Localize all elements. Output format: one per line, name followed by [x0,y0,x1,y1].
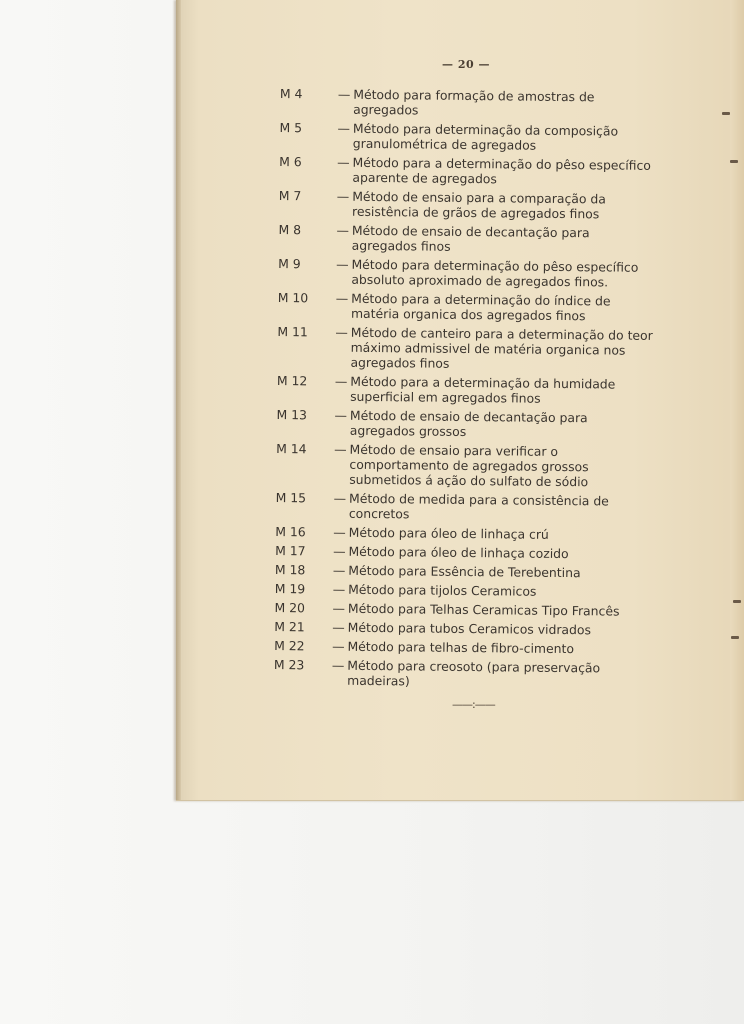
method-title: Método de ensaio de decantação para agregados grossos [349,407,588,439]
method-title: Método para Telhas Ceramicas Tipo Francês [347,600,620,619]
entry-dash: — [332,619,345,635]
method-code: M 11 [277,323,308,340]
entry-dash: — [334,441,347,457]
method-entry [277,324,657,373]
entry-dash: — [331,657,345,673]
method-entry [275,490,655,524]
method-entry [275,524,655,543]
page-right-edge [730,0,744,800]
method-entry [277,373,657,407]
entry-dash: — [332,581,346,597]
entry-dash: — [333,524,346,540]
entry-dash: — [337,120,351,136]
method-entry [274,657,654,691]
method-title: Método de canteiro para a determinação do teor máximo admissivel de matéria organica nos agregados finos [350,324,653,371]
entry-dash: — [335,290,349,306]
method-code: M 21 [274,618,305,635]
entry-dash: — [333,490,347,506]
method-code: M 16 [275,523,306,540]
method-entry [278,222,658,256]
entry-dash: — [332,638,345,654]
entry-dash: — [335,324,348,340]
method-code: M 10 [277,289,309,306]
method-title: Método para a determinação do pêso específico aparente de agregados [352,154,652,187]
method-title: Método para formação de amostras de agregados [353,86,595,118]
method-title: Método de medida para a consistência de concretos [348,490,609,522]
method-entry [274,638,654,657]
entry-dash: — [337,86,351,102]
method-title: Método para a determinação do índice de matéria organica dos agregados finos [350,290,611,324]
method-entry [276,407,656,441]
method-list [274,86,660,695]
method-code: M 17 [275,542,306,559]
page-binding-edge [176,0,181,800]
method-title: Método de ensaio para verificar o comportamento de agregados grossos submetidos á ação do sulfato de sódio [349,441,589,490]
method-code: M 15 [275,489,307,506]
method-code: M 14 [276,440,307,457]
method-entry [275,581,655,600]
page-number: — 20 — [442,58,490,71]
method-title: Método para determinação do pêso específico absoluto aproximado de agregados finos. [351,256,639,290]
entry-dash: — [336,222,349,238]
method-entry [278,256,658,290]
method-entry [275,543,655,562]
method-code: M 4 [279,86,303,102]
entry-dash: — [334,407,348,423]
method-entry [279,188,659,222]
method-code: M 18 [274,561,306,578]
entry-dash: — [336,256,349,272]
entry-dash: — [337,154,350,170]
method-code: M 23 [273,656,305,673]
method-title: Método para tubos Ceramicos vidrados [347,619,592,638]
method-entry [274,619,654,638]
method-title: Método para telhas de fibro-cimento [347,638,575,657]
method-entry [275,562,655,581]
method-title: Método para creosoto (para preservação madeiras) [347,657,601,689]
entry-dash: — [334,373,348,389]
staple-mark-icon [730,160,738,163]
method-code: M 8 [278,221,302,238]
method-code: M 5 [279,119,303,136]
method-title: Método para tijolos Ceramicos [348,581,537,599]
method-code: M 12 [276,372,308,389]
method-code: M 9 [278,255,301,272]
method-entry [279,120,659,154]
method-code: M 6 [279,153,302,170]
method-code: M 7 [278,187,302,204]
method-title: Método para óleo de linhaça cozido [348,543,569,562]
method-code: M 22 [274,637,305,654]
staple-mark-icon [733,600,741,603]
entry-dash: — [332,600,346,616]
method-entry [280,86,660,120]
method-title: Método para determinação da composição granulométrica de agregados [352,120,619,153]
staple-mark-icon [731,636,739,639]
staple-mark-icon [722,112,730,115]
method-code: M 13 [276,406,308,423]
method-code: M 19 [274,580,306,597]
method-entry [278,290,658,324]
method-title: Método de ensaio para a comparação da resistência de grãos de agregados finos [352,188,606,222]
method-entry [274,600,654,619]
method-entry [276,441,656,490]
method-code: M 20 [274,599,306,616]
entry-dash: — [336,188,350,204]
end-separator: ——:—— [452,698,495,711]
entry-dash: — [333,543,346,559]
method-title: Método de ensaio de decantação para agregados finos [351,222,590,254]
method-title: Método para Essência de Terebentina [348,562,581,581]
method-title: Método para óleo de linhaça crú [348,524,549,542]
entry-dash: — [332,562,346,578]
method-entry [279,154,659,188]
method-title: Método para a determinação da humidade superficial em agregados finos [350,373,616,406]
